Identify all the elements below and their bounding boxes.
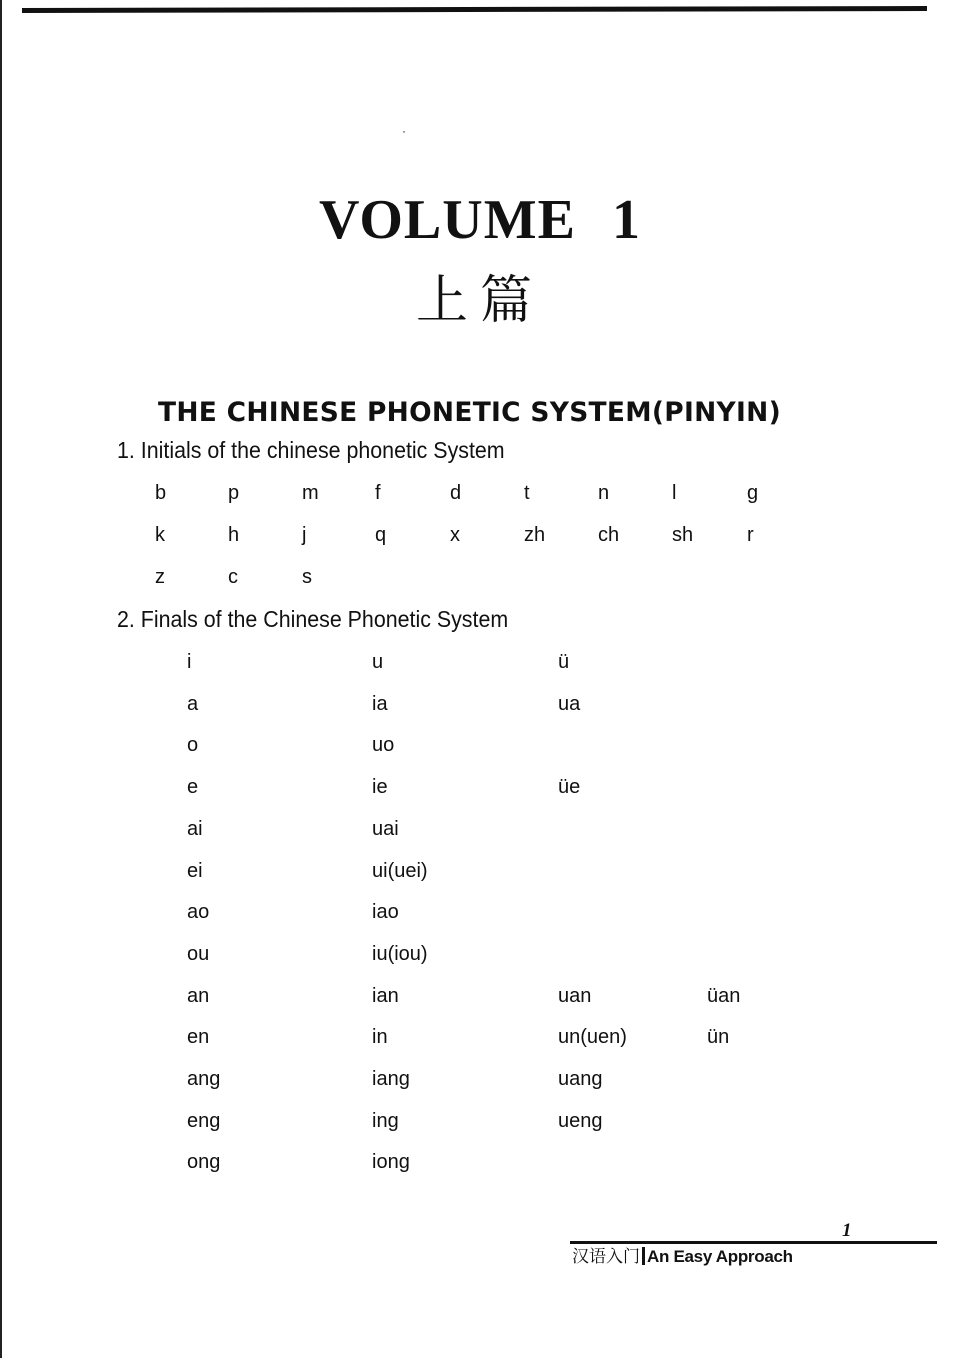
- initial-cell: f: [375, 482, 381, 504]
- final-cell: o: [187, 734, 199, 757]
- initial-cell: j: [302, 524, 307, 546]
- section-title: THE CHINESE PHONETIC SYSTEM(PINYIN): [158, 397, 781, 428]
- initial-cell: g: [747, 482, 759, 504]
- final-cell: ei: [187, 859, 203, 882]
- final-cell: ao: [187, 901, 210, 924]
- initial-cell: b: [155, 482, 167, 504]
- initial-cell: zh: [524, 524, 546, 546]
- final-cell: iang: [372, 1068, 410, 1090]
- initial-cell: ch: [598, 524, 620, 546]
- initial-cell: sh: [672, 524, 694, 546]
- final-cell: ong: [187, 1151, 221, 1174]
- initial-cell: k: [155, 524, 165, 546]
- volume-word: VOLUME: [319, 189, 576, 251]
- initial-cell: h: [228, 524, 240, 546]
- final-cell: ü: [558, 651, 570, 673]
- final-cell: in: [372, 1026, 388, 1049]
- final-cell: en: [187, 1026, 210, 1049]
- final-cell: ueng: [558, 1109, 603, 1132]
- top-rule: [22, 6, 927, 13]
- final-cell: ian: [372, 984, 399, 1007]
- final-cell: üe: [558, 776, 581, 799]
- initial-cell: m: [302, 482, 319, 504]
- final-cell: uai: [372, 817, 399, 840]
- final-cell: iao: [372, 901, 399, 924]
- initial-cell: s: [302, 566, 312, 588]
- final-cell: üan: [707, 984, 741, 1007]
- final-cell: ua: [558, 692, 581, 715]
- page-number: 1: [842, 1220, 852, 1241]
- final-cell: ou: [187, 942, 210, 965]
- footer: [572, 1242, 793, 1267]
- initial-cell: c: [228, 566, 238, 588]
- final-cell: ang: [187, 1068, 221, 1090]
- final-cell: ün: [707, 1026, 730, 1049]
- final-cell: uang: [558, 1068, 603, 1090]
- final-cell: eng: [187, 1109, 221, 1132]
- final-cell: i: [187, 651, 192, 673]
- final-cell: e: [187, 776, 199, 799]
- initial-cell: l: [672, 482, 677, 504]
- initial-cell: x: [450, 524, 460, 546]
- final-cell: ia: [372, 692, 388, 715]
- scan-speck: ·: [402, 124, 406, 138]
- initial-cell: r: [747, 524, 754, 546]
- footer-book-cn: 汉语入门: [572, 1247, 640, 1266]
- final-cell: un(uen): [558, 1026, 627, 1049]
- initial-cell: t: [524, 482, 530, 504]
- initials-heading: 1. Initials of the chinese phonetic System: [117, 437, 505, 463]
- final-cell: ui(uei): [372, 859, 428, 882]
- final-cell: ie: [372, 776, 388, 799]
- final-cell: iong: [372, 1151, 410, 1174]
- final-cell: uan: [558, 984, 592, 1007]
- final-cell: ai: [187, 817, 203, 840]
- final-cell: u: [372, 651, 384, 673]
- initial-cell: d: [450, 482, 462, 504]
- final-cell: iu(iou): [372, 942, 428, 965]
- initial-cell: z: [155, 566, 165, 588]
- final-cell: a: [187, 692, 199, 715]
- volume-chinese-title: 上篇: [415, 271, 544, 331]
- final-cell: ing: [372, 1109, 399, 1132]
- footer-divider: [642, 1247, 645, 1265]
- initial-cell: q: [375, 524, 387, 546]
- initial-cell: n: [598, 482, 610, 504]
- final-cell: an: [187, 984, 210, 1007]
- volume-number: 1: [611, 189, 641, 251]
- final-cell: uo: [372, 734, 395, 757]
- finals-heading: 2. Finals of the Chinese Phonetic System: [117, 606, 509, 632]
- initial-cell: p: [228, 482, 240, 504]
- footer-book-en: An Easy Approach: [647, 1247, 793, 1266]
- volume-title: [0, 188, 960, 252]
